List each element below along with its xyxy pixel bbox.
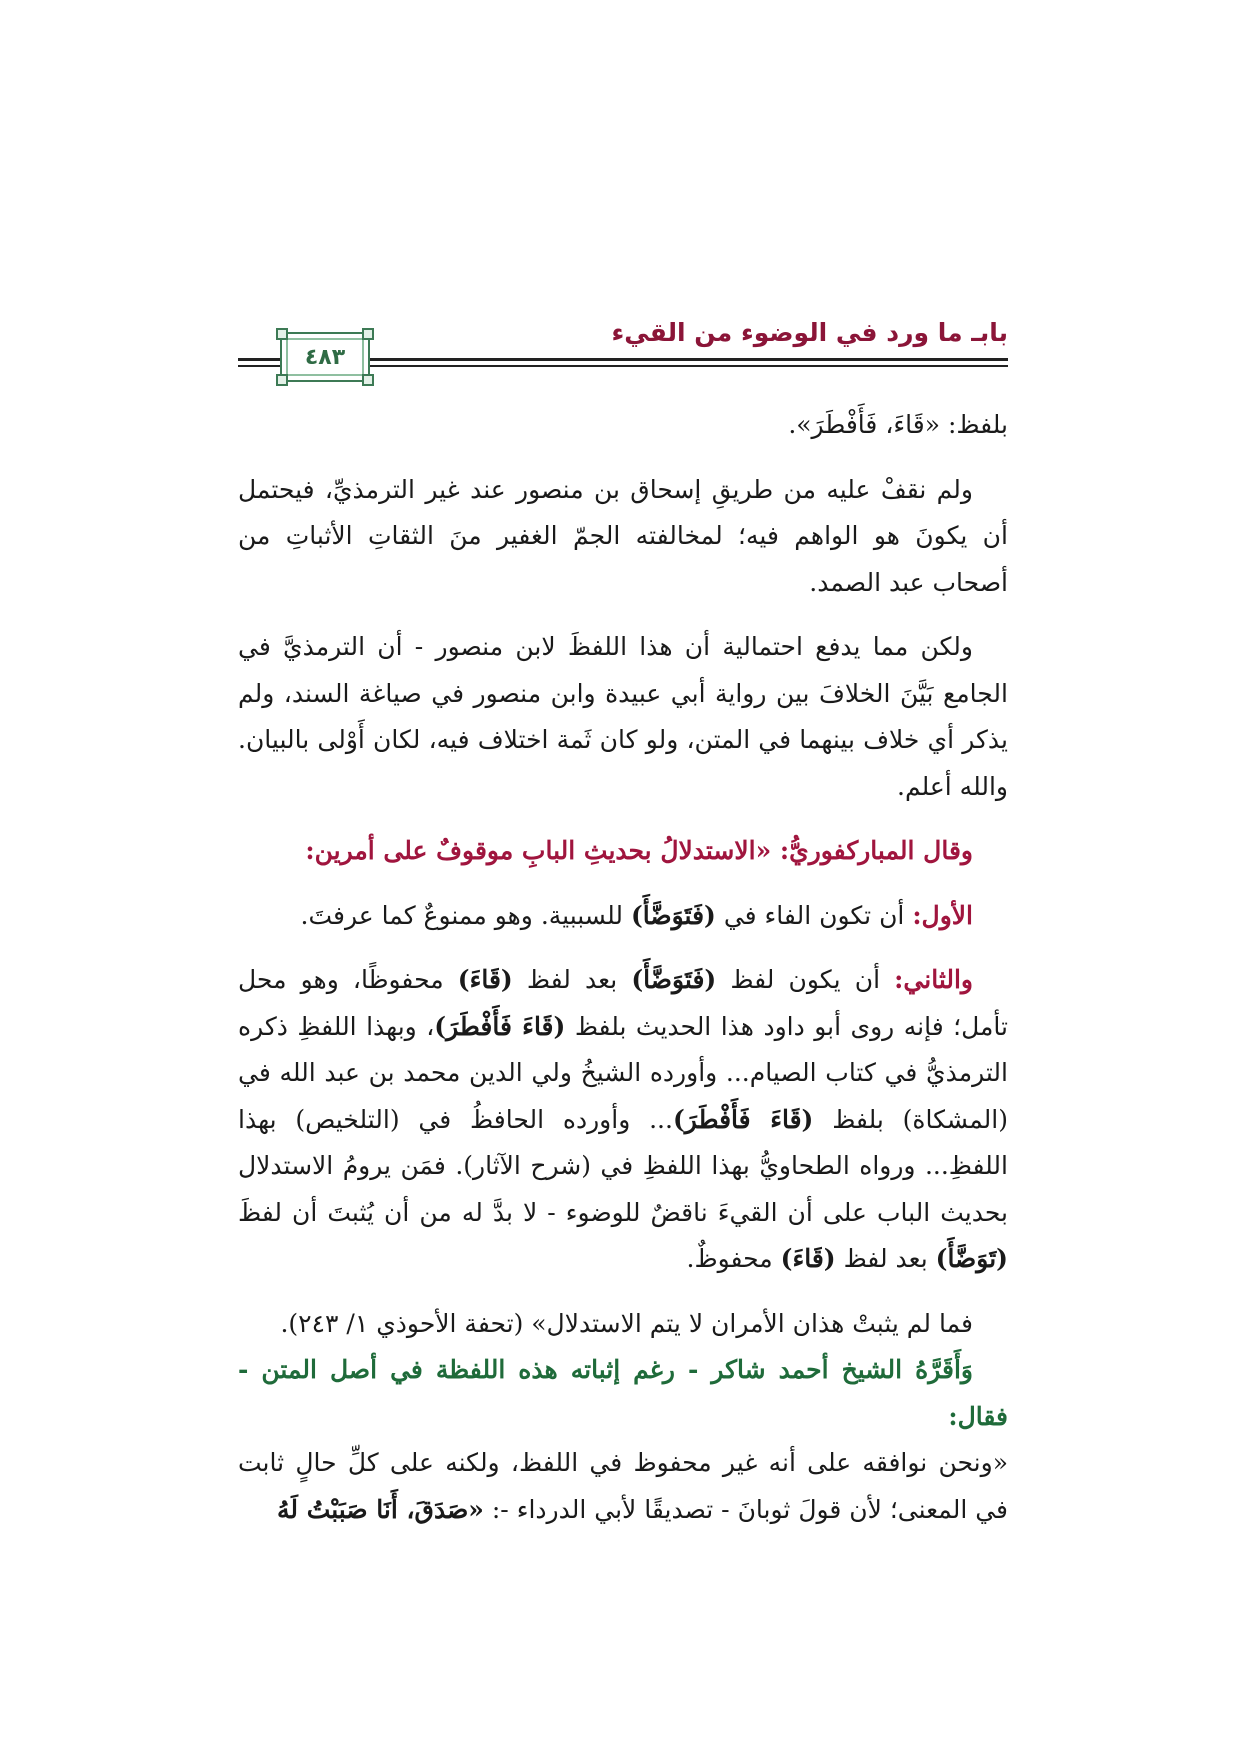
paragraph-ishaq: ولم نقفْ عليه من طريقِ إسحاق بن منصور عند غير الترمذيِّ، فيحتمل أن يكونَ هو الواهم فيه؛ لمخالفته الجمّ الغفير منَ الثقاتِ الأثباتِ من أصحاب عبد الصمد. [238,474,1008,597]
paragraph-lafz: بلفظ: «قَاءَ، فَأَفْطَرَ». [788,410,1008,439]
paragraph-shakir: «ونحن نوافقه على أنه غير محفوظ في اللفظ، ولكنه على كلِّ حالٍ ثابت في المعنى؛ لأن قولَ ثوبانَ - تصديقًا لأبي الدرداء -: «صَدَقَ، أَنَا صَبَبْتُ لَهُ [238,1448,1008,1524]
first-condition: الأول: أن تكون الفاء في (فَتَوَضَّأَ) للسببية. وهو ممنوعٌ كما عرفتَ. [300,900,973,930]
mubarakfuri-heading [238,828,1008,875]
first-label: الأول: [912,900,973,930]
paragraph-tirmidhi: ولكن مما يدفع احتمالية أن هذا اللفظَ لابن منصور - أن الترمذيَّ في الجامع بَيَّنَ الخلافَ بين رواية أبي عبيدة وابن منصور في صياغة السند، ولم يذكر أي خلاف بينهما في المتن، ولو كان ثَمة اختلاف فيه، لكان أَوْلى بالبيان. والله أعلم. [238,632,1008,801]
page-number: ٤٨٣ [304,344,346,370]
frame-ornament-icon [276,374,288,386]
page-number-frame [280,332,370,382]
second-label: والثاني: [894,965,973,994]
frame-ornament-icon [276,328,288,340]
chapter-title: بابـ ما ورد في الوضوء من القيء [611,318,1008,347]
frame-ornament-icon [362,328,374,340]
mubarakfuri-quote-head: وقال المباركفوريُّ: «الاستدلالُ بحديثِ البابِ موقوفٌ على أمرين: [305,836,973,865]
page-body [238,402,1008,1533]
page-header [238,318,1008,382]
paragraph-conclusion: فما لم يثبتْ هذان الأمران لا يتم الاستدلال» (تحفة الأحوذي ١/ ٢٤٣). [280,1308,973,1338]
frame-ornament-icon [362,374,374,386]
shakir-heading: وَأَقَرَّهُ الشيخ أحمد شاكر - رغم إثباته هذه اللفظة في أصل المتن - فقال: [238,1355,1008,1431]
second-condition: والثاني: أن يكون لفظ (فَتَوَضَّأَ) بعد لفظ (قَاءَ) محفوظًا، وهو محل تأمل؛ فإنه روى أبو داود هذا الحديث بلفظ (قَاءَ فَأَفْطَرَ)، وبهذا اللفظِ ذكره الترمذيُّ في كتاب الصيام... وأورده الشيخُ ولي الدين محمد بن عبد الله في (المشكاة) بلفظ (قَاءَ فَأَفْطَرَ)... وأورده الحافظُ في (التلخيص) بهذا اللفظِ... ورواه الطحاويُّ بهذا اللفظِ في (شرح الآثار). فمَن يرومُ الاستدلال بحديث الباب على أن القيءَ ناقضٌ للوضوء - لا بدَّ له من أن يُثبتَ أن لفظَ (تَوَضَّأَ) بعد لفظ (قَاءَ) محفوظٌ. [238,965,1008,1273]
